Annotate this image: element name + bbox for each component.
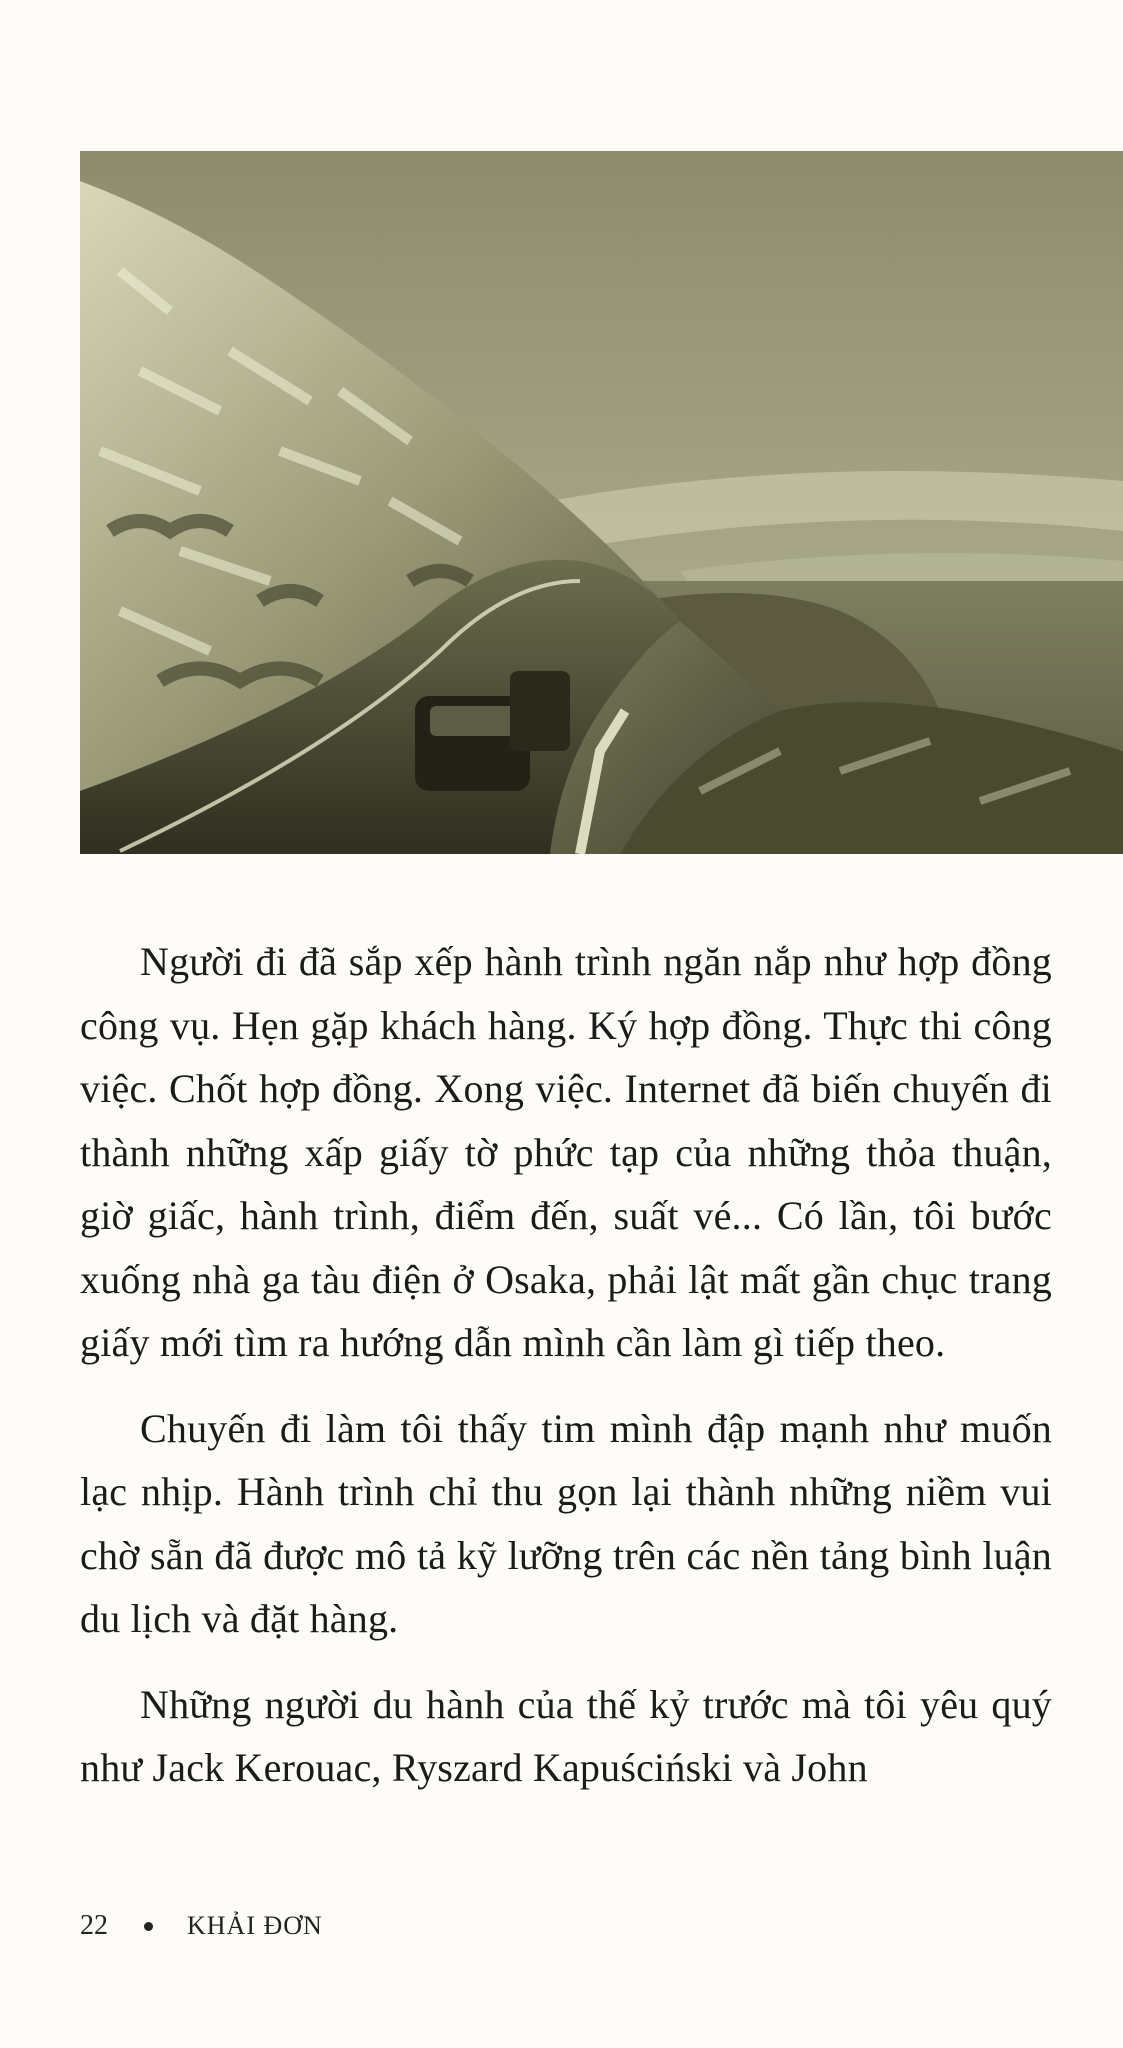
- paragraph: Những người du hành của thế kỷ trước mà tôi yêu quý như Jack Kerouac, Ryszard Kapuściński và John: [80, 1681, 1052, 1790]
- body-text: [80, 930, 1052, 1822]
- photo-illustration: [80, 151, 1123, 854]
- bullet-separator-icon: [144, 1922, 153, 1931]
- paragraph: Chuyến đi làm tôi thấy tim mình đập mạnh như muốn lạc nhịp. Hành trình chỉ thu gọn lại thành những niềm vui chờ sẵn đã được mô tả kỹ lưỡng trên các nền tảng bình luận du lịch và đặt hàng.: [80, 1405, 1052, 1641]
- page-footer: [80, 1910, 323, 1942]
- page-number: 22: [80, 1910, 108, 1941]
- author-name: KHẢI ĐƠN: [187, 1911, 323, 1940]
- coastal-road-photo: [80, 151, 1123, 854]
- van: [510, 671, 570, 751]
- car-window: [430, 706, 515, 736]
- paragraph: Người đi đã sắp xếp hành trình ngăn nắp như hợp đồng công vụ. Hẹn gặp khách hàng. Ký hợp đồng. Thực thi công việc. Chốt hợp đồng. Xong việc. Internet đã biến chuyến đi thành những xấp giấy tờ phức tạp của những thỏa thuận, giờ giấc, hành trình, điểm đến, suất vé... Có lần, tôi bước xuống nhà ga tàu điện ở Osaka, phải lật mất gần chục trang giấy mới tìm ra hướng dẫn mình cần làm gì tiếp theo.: [80, 939, 1052, 1365]
